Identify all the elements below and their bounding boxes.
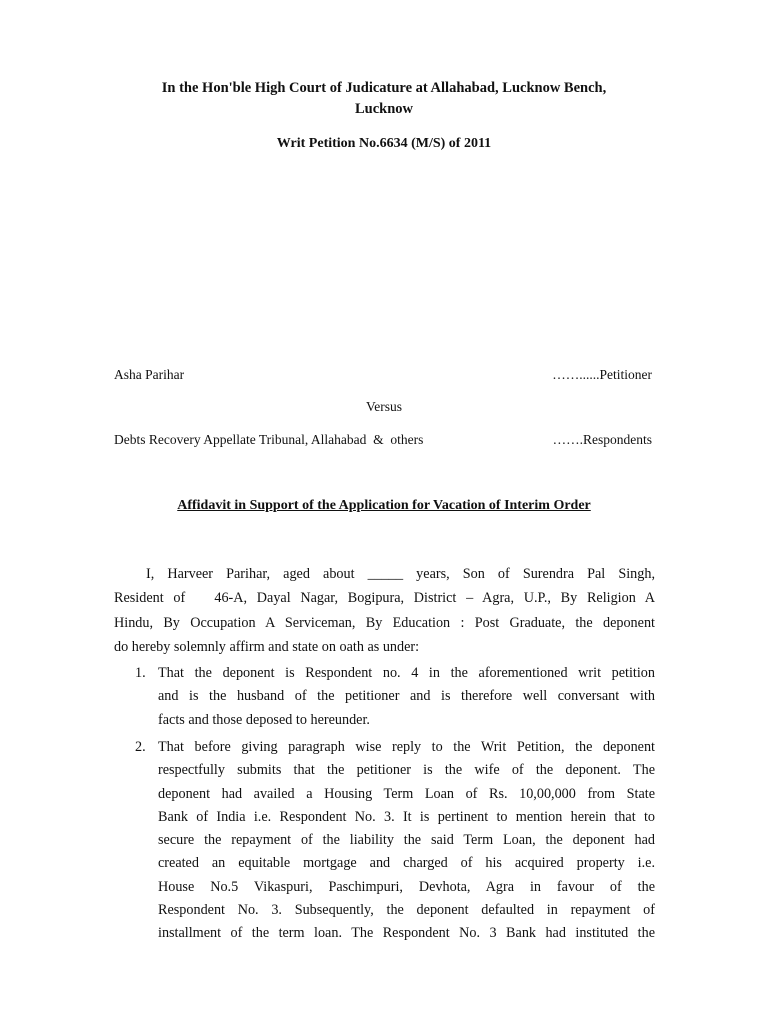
item-line: That the deponent is Respondent no. 4 in the aforementioned writ petition [158, 665, 655, 681]
item-line: respectfully submits that the petitioner is the wife of the deponent. The [158, 762, 655, 779]
writ-petition-number: Writ Petition No.6634 (M/S) of 2011 [276, 136, 492, 151]
item-body [158, 736, 655, 946]
intro-line: Hindu, By Occupation A Serviceman, By Education : Post Graduate, the deponent [114, 614, 655, 631]
item-line: installment of the term loan. The Respondent No. 3 Bank had instituted the [158, 925, 655, 942]
intro-paragraph [114, 562, 655, 659]
item-number: 1. [135, 665, 146, 681]
intro-line: do hereby solemnly affirm and state on oath as under: [114, 638, 420, 655]
item-line: Respondent No. 3. Subsequently, the deponent defaulted in repayment of [158, 902, 655, 919]
intro-line: I, Harveer Parihar, aged about _____ years, Son of Surendra Pal Singh, [146, 566, 655, 582]
affidavit-heading: Affidavit in Support of the Application for Vacation of Interim Order [177, 498, 591, 513]
petitioner-role: ……......Petitioner [552, 367, 652, 382]
respondent-name: Debts Recovery Appellate Tribunal, Allahabad & others [114, 432, 424, 447]
versus-label: Versus [366, 399, 402, 414]
item-line: secure the repayment of the liability the said Term Loan, the deponent had [158, 832, 655, 849]
item-line: and is the husband of the petitioner and is therefore well conversant with [158, 688, 655, 705]
intro-line: Resident of 46-A, Dayal Nagar, Bogipura, District – Agra, U.P., By Religion A [114, 590, 655, 607]
item-body [158, 662, 655, 732]
court-title-line-1: In the Hon'ble High Court of Judicature at Allahabad, Lucknow Bench, [161, 80, 607, 96]
item-line: deponent had availed a Housing Term Loan of Rs. 10,00,000 from State [158, 785, 655, 802]
item-number: 2. [135, 739, 146, 755]
court-title-line-2: Lucknow [354, 101, 414, 117]
item-line: created an equitable mortgage and charged of his acquired property i.e. [158, 855, 655, 872]
item-line: facts and those deposed to hereunder. [158, 711, 370, 728]
petitioner-name: Asha Parihar [114, 367, 185, 382]
respondent-role: …….Respondents [552, 432, 652, 447]
item-line: That before giving paragraph wise reply to the Writ Petition, the deponent [158, 739, 655, 755]
item-line: House No.5 Vikaspuri, Paschimpuri, Devhota, Agra in favour of the [158, 878, 655, 895]
item-line: Bank of India i.e. Respondent No. 3. It is pertinent to mention herein that to [158, 808, 655, 825]
